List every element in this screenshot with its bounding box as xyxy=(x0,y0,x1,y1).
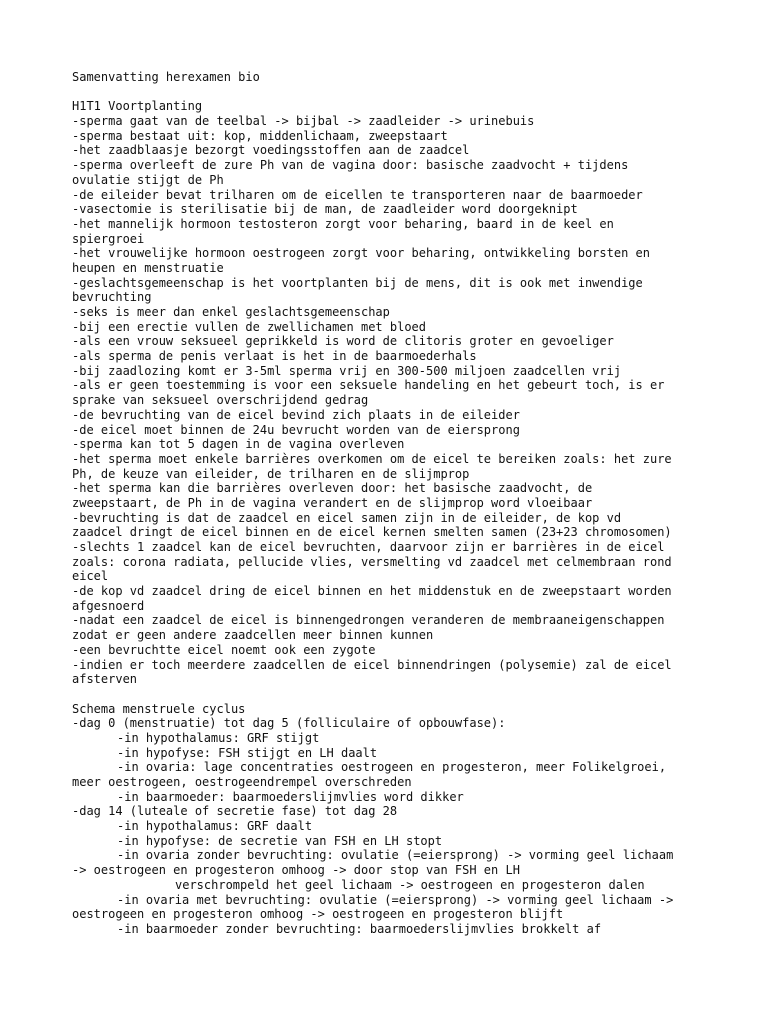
blank-line xyxy=(72,85,732,100)
text-line: ovulatie stijgt de Ph xyxy=(72,172,224,187)
text-line: -het vrouwelijke hormoon oestrogeen zorgt voor beharing, ontwikkeling borsten en xyxy=(72,246,650,261)
text-line: -sperma overleeft de zure Ph van de vagina door: basische zaadvocht + tijdens xyxy=(72,158,629,173)
phase-item: -in baarmoeder: baarmoederslijmvlies word dikker xyxy=(117,789,464,804)
text-line: -het mannelijk hormoon testosteron zorgt voor beharing, baard in de keel en xyxy=(72,216,614,231)
text-line: -als een vrouw seksueel geprikkeld is word de clitoris groter en gevoeliger xyxy=(72,334,614,349)
text-line: -geslachtsgemeenschap is het voortplanten bij de mens, dit is ook met inwendige xyxy=(72,275,643,290)
text-line: spiergroei xyxy=(72,231,145,246)
text-line: -bij zaadlozing komt er 3-5ml sperma vrij en 300-500 miljoen zaadcellen vrij xyxy=(72,363,622,378)
phase-item: -in baarmoeder zonder bevruchting: baarmoederslijmvlies brokkelt af xyxy=(117,921,602,936)
section-heading: H1T1 Voortplanting xyxy=(72,99,203,114)
phase-item: -in hypothalamus: GRF daalt xyxy=(117,819,313,834)
document-page xyxy=(72,70,732,937)
text-line: -vasectomie is sterilisatie bij de man, de zaadleider word doorgeknipt xyxy=(72,202,578,217)
phase-item: -in hypothalamus: GRF stijgt xyxy=(117,730,320,745)
text-line: heupen en menstruatie xyxy=(72,260,224,275)
phase-item-continuation: -> oestrogeen en progesteron omhoog -> door stop van FSH en LH xyxy=(72,863,520,878)
text-line: -nadat een zaadcel de eicel is binnengedrongen veranderen de membraaneigenschappen xyxy=(72,613,665,628)
text-line: -de eicel moet binnen de 24u bevrucht worden van de eiersprong xyxy=(72,422,520,437)
phase-line: -dag 0 (menstruatie) tot dag 5 (folliculaire of opbouwfase): xyxy=(72,716,506,731)
text-line: -slechts 1 zaadcel kan de eicel bevruchten, daarvoor zijn er barrières in de eicel xyxy=(72,540,665,554)
phase-item: -in hypofyse: FSH stijgt en LH daalt xyxy=(117,745,378,760)
text-line: -indien er toch meerdere zaadcellen de eicel binnendringen (polysemie) zal de eicel xyxy=(72,657,672,672)
text-line: -als er geen toestemming is voor een seksuele handeling en het gebeurt toch, is er xyxy=(72,378,665,393)
text-line: -de kop vd zaadcel dring de eicel binnen en het middenstuk en de zweepstaart worden xyxy=(72,584,672,599)
section-heading: Schema menstruele cyclus xyxy=(72,701,246,716)
text-line: zoals: corona radiata, pellucide vlies, versmelting vd zaadcel met celmembraan rond xyxy=(72,554,672,569)
text-line: -het sperma moet enkele barrières overkomen om de eicel te bereiken zoals: het zure xyxy=(72,451,672,466)
phase-item-continuation: meer oestrogeen, oestrogeendrempel overschreden xyxy=(72,775,412,789)
text-line: zodat er geen andere zaadcellen meer binnen kunnen xyxy=(72,628,434,643)
text-line: -als sperma de penis verlaat is het in de baarmoederhals xyxy=(72,349,477,364)
text-line: -sperma kan tot 5 dagen in de vagina overleven xyxy=(72,437,405,452)
text-line: -het sperma kan die barrières overleven door: het basische zaadvocht, de xyxy=(72,481,593,496)
text-line: -de eileider bevat trilharen om de eicellen te transporteren naar de baarmoeder xyxy=(72,187,643,202)
text-line: -het zaadblaasje bezorgt voedingsstoffen aan de zaadcel xyxy=(72,143,470,158)
phase-item: -in ovaria met bevruchting: ovulatie (=eiersprong) -> vorming geel lichaam -> xyxy=(117,892,674,907)
blank-line xyxy=(72,687,732,702)
document-title: Samenvatting herexamen bio xyxy=(72,70,260,84)
phase-item-continuation: verschrompeld het geel lichaam -> oestrogeen en progesteron dalen xyxy=(175,877,645,892)
text-line: zweepstaart, de Ph in de vagina verandert en de slijmprop word vloeibaar xyxy=(72,495,593,510)
text-line: afsterven xyxy=(72,672,138,687)
text-line: -bij een erectie vullen de zwellichamen met bloed xyxy=(72,319,427,334)
text-line: -sperma bestaat uit: kop, middenlichaam, zweepstaart xyxy=(72,128,448,143)
phase-line: -dag 14 (luteale of secretie fase) tot dag 28 xyxy=(72,804,398,819)
phase-item: -in ovaria zonder bevruchting: ovulatie (=eiersprong) -> vorming geel lichaam xyxy=(117,848,674,863)
text-line: sprake van seksueel overschrijdend gedrag xyxy=(72,393,369,408)
text-line: -sperma gaat van de teelbal -> bijbal -> zaadleider -> urinebuis xyxy=(72,114,535,129)
text-line: Ph, de keuze van eileider, de trilharen en de slijmprop xyxy=(72,466,470,481)
text-line: -een bevruchtte eicel noemt ook een zygote xyxy=(72,642,376,657)
text-line: eicel xyxy=(72,569,109,584)
text-line: -seks is meer dan enkel geslachtsgemeenschap xyxy=(72,305,390,319)
text-line: afgesnoerd xyxy=(72,598,145,613)
text-line: bevruchting xyxy=(72,290,152,305)
text-line: -bevruchting is dat de zaadcel en eicel samen zijn in de eileider, de kop vd xyxy=(72,510,622,525)
text-line: -de bevruchting van de eicel bevind zich plaats in de eileider xyxy=(72,407,520,422)
phase-item-continuation: oestrogeen en progesteron omhoog -> oestrogeen en progesteron blijft xyxy=(72,907,564,922)
section-body xyxy=(72,114,732,687)
phase-item: -in ovaria: lage concentraties oestrogeen en progesteron, meer Folikelgroei, xyxy=(117,760,667,775)
phase-item: -in hypofyse: de secretie van FSH en LH stopt xyxy=(117,833,443,848)
text-line: zaadcel dringt de eicel binnen en de eicel kernen smelten samen (23+23 chromosomen) xyxy=(72,525,672,540)
